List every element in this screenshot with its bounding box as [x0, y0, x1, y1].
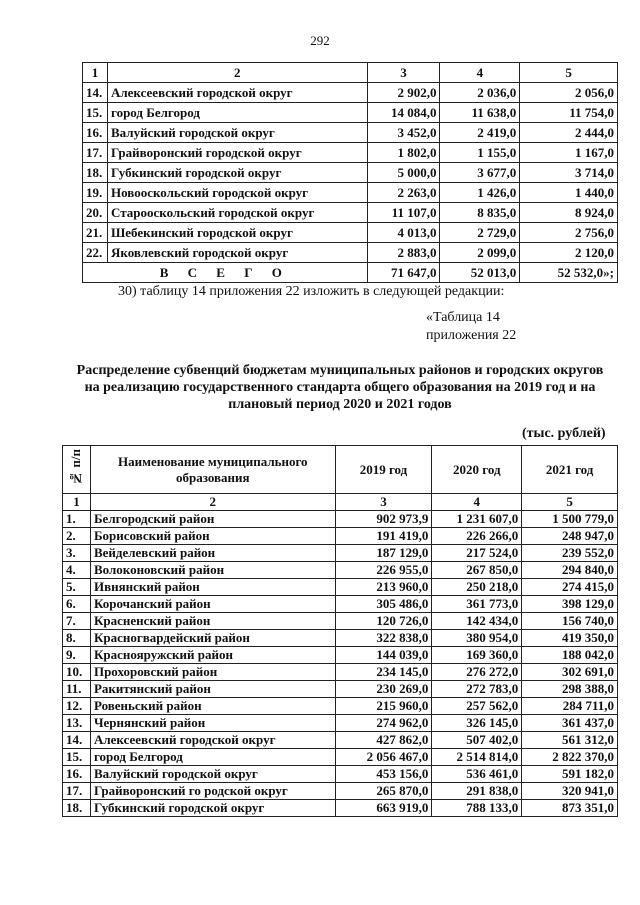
value-col5: 2 120,0 [520, 243, 618, 263]
table-row [63, 647, 618, 664]
value-col4: 1 426,0 [440, 183, 520, 203]
value-col5: 248 947,0 [522, 528, 618, 545]
row-number: 10. [63, 664, 91, 681]
value-col3: 427 862,0 [335, 732, 432, 749]
municipality-name: Вейделевский район [90, 545, 335, 562]
table-row [63, 579, 618, 596]
value-col3: 2 883,0 [367, 243, 440, 263]
value-col3: 5 000,0 [367, 163, 440, 183]
table-row [83, 103, 618, 123]
municipality-name: Грайворонский го родской округ [90, 783, 335, 800]
value-col5: 188 042,0 [522, 647, 618, 664]
row-number: 12. [63, 698, 91, 715]
value-col5: 274 415,0 [522, 579, 618, 596]
municipality-name: Чернянский район [90, 715, 335, 732]
value-col3: 322 838,0 [335, 630, 432, 647]
value-col5: 2 756,0 [520, 223, 618, 243]
table-row [63, 766, 618, 783]
municipality-name: Красногвардейский район [90, 630, 335, 647]
table-row [83, 83, 618, 103]
value-col5: 361 437,0 [522, 715, 618, 732]
value-col3: 215 960,0 [335, 698, 432, 715]
row-number: 14. [63, 732, 91, 749]
row-number: 20. [83, 203, 108, 223]
table-row [63, 630, 618, 647]
col-number: 1 [63, 494, 91, 511]
value-col5: 302 691,0 [522, 664, 618, 681]
row-number: 5. [63, 579, 91, 596]
total-value: 52 532,0»; [520, 263, 618, 283]
table-row [83, 123, 618, 143]
value-col3: 120 726,0 [335, 613, 432, 630]
table-ref: «Таблица 14 [426, 310, 500, 325]
row-number: 18. [83, 163, 108, 183]
value-col3: 3 452,0 [367, 123, 440, 143]
value-col5: 2 056,0 [520, 83, 618, 103]
municipality-name: Валуйский городской округ [90, 766, 335, 783]
table-row [63, 783, 618, 800]
municipality-name: город Белгород [90, 749, 335, 766]
value-col4: 2 514 814,0 [432, 749, 522, 766]
value-col5: 294 840,0 [522, 562, 618, 579]
table-row [83, 163, 618, 183]
table-row [63, 562, 618, 579]
value-col4: 169 360,0 [432, 647, 522, 664]
value-col3: 11 107,0 [367, 203, 440, 223]
municipality-name: Прохоровский район [90, 664, 335, 681]
header-2020: 2020 год [432, 446, 522, 494]
municipality-name: Краснояружский район [90, 647, 335, 664]
row-number: 21. [83, 223, 108, 243]
row-number: 16. [63, 766, 91, 783]
value-col3: 902 973,9 [335, 511, 432, 528]
row-number: 7. [63, 613, 91, 630]
row-number: 17. [83, 143, 108, 163]
value-col4: 257 562,0 [432, 698, 522, 715]
value-col3: 191 419,0 [335, 528, 432, 545]
value-col3: 2 902,0 [367, 83, 440, 103]
value-col4: 361 773,0 [432, 596, 522, 613]
value-col4: 272 783,0 [432, 681, 522, 698]
value-col5: 561 312,0 [522, 732, 618, 749]
header-num: № п/п [63, 446, 91, 494]
table-row [63, 511, 618, 528]
col-number: 1 [83, 63, 108, 83]
total-value: 71 647,0 [367, 263, 440, 283]
units-label: (тыс. рублей) [522, 426, 606, 441]
value-col4: 267 850,0 [432, 562, 522, 579]
municipality-name: Шебекинский городской округ [107, 223, 367, 243]
total-value: 52 013,0 [440, 263, 520, 283]
col-number: 5 [520, 63, 618, 83]
municipality-name: Грайворонский городской округ [107, 143, 367, 163]
value-col3: 265 870,0 [335, 783, 432, 800]
value-col5: 3 714,0 [520, 163, 618, 183]
value-col3: 213 960,0 [335, 579, 432, 596]
value-col4: 2 729,0 [440, 223, 520, 243]
row-number: 3. [63, 545, 91, 562]
table-row [63, 681, 618, 698]
col-number: 5 [522, 494, 618, 511]
col-number: 4 [440, 63, 520, 83]
row-number: 6. [63, 596, 91, 613]
column-number-row [83, 63, 618, 83]
value-col5: 8 924,0 [520, 203, 618, 223]
table-row [63, 664, 618, 681]
value-col5: 320 941,0 [522, 783, 618, 800]
appendix-ref: приложения 22 [426, 328, 517, 343]
municipality-name: Губкинский городской округ [90, 800, 335, 817]
value-col4: 2 099,0 [440, 243, 520, 263]
value-col5: 284 711,0 [522, 698, 618, 715]
value-col5: 2 444,0 [520, 123, 618, 143]
municipality-name: Новооскольский городской округ [107, 183, 367, 203]
table-row [83, 243, 618, 263]
value-col4: 226 266,0 [432, 528, 522, 545]
row-number: 19. [83, 183, 108, 203]
value-col4: 3 677,0 [440, 163, 520, 183]
municipality-name: Губкинский городской округ [107, 163, 367, 183]
municipality-name: Волоконовский район [90, 562, 335, 579]
municipality-name: Белгородский район [90, 511, 335, 528]
value-col3: 305 486,0 [335, 596, 432, 613]
value-col3: 226 955,0 [335, 562, 432, 579]
value-col5: 419 350,0 [522, 630, 618, 647]
value-col5: 298 388,0 [522, 681, 618, 698]
municipality-name: Яковлевский городской округ [107, 243, 367, 263]
municipality-name: Ивнянский район [90, 579, 335, 596]
value-col4: 1 155,0 [440, 143, 520, 163]
row-number: 8. [63, 630, 91, 647]
col-number: 2 [107, 63, 367, 83]
value-col3: 274 962,0 [335, 715, 432, 732]
municipality-name: Алексеевский городской округ [107, 83, 367, 103]
col-number: 4 [432, 494, 522, 511]
table-row [63, 613, 618, 630]
value-col4: 276 272,0 [432, 664, 522, 681]
value-col5: 1 440,0 [520, 183, 618, 203]
value-col5: 1 500 779,0 [522, 511, 618, 528]
value-col5: 398 129,0 [522, 596, 618, 613]
value-col5: 239 552,0 [522, 545, 618, 562]
value-col4: 326 145,0 [432, 715, 522, 732]
row-number: 2. [63, 528, 91, 545]
municipality-name: Борисовский район [90, 528, 335, 545]
value-col3: 187 129,0 [335, 545, 432, 562]
value-col4: 380 954,0 [432, 630, 522, 647]
row-number: 11. [63, 681, 91, 698]
value-col3: 663 919,0 [335, 800, 432, 817]
value-col3: 2 263,0 [367, 183, 440, 203]
row-number: 17. [63, 783, 91, 800]
header-2019: 2019 год [335, 446, 432, 494]
instruction-text: 30) таблицу 14 приложения 22 изложить в следующей редакции: [118, 284, 505, 299]
row-number: 15. [63, 749, 91, 766]
value-col3: 1 802,0 [367, 143, 440, 163]
table-row [63, 528, 618, 545]
value-col4: 1 231 607,0 [432, 511, 522, 528]
municipality-name: город Белгород [107, 103, 367, 123]
row-number: 18. [63, 800, 91, 817]
header-row [63, 446, 618, 494]
col-number: 3 [335, 494, 432, 511]
table-row [63, 596, 618, 613]
value-col4: 250 218,0 [432, 579, 522, 596]
value-col4: 8 835,0 [440, 203, 520, 223]
col-number: 3 [367, 63, 440, 83]
table-row [63, 800, 618, 817]
header-name: Наименование муниципального образования [90, 446, 335, 494]
table-row [83, 183, 618, 203]
value-col3: 4 013,0 [367, 223, 440, 243]
value-col5: 11 754,0 [520, 103, 618, 123]
row-number: 16. [83, 123, 108, 143]
municipality-name: Ракитянский район [90, 681, 335, 698]
row-number: 9. [63, 647, 91, 664]
value-col5: 873 351,0 [522, 800, 618, 817]
table-row [83, 143, 618, 163]
value-col4: 536 461,0 [432, 766, 522, 783]
column-number-row [63, 494, 618, 511]
table-row [63, 698, 618, 715]
row-number: 22. [83, 243, 108, 263]
municipality-name: Валуйский городской округ [107, 123, 367, 143]
row-number: 15. [83, 103, 108, 123]
municipality-name: Корочанский район [90, 596, 335, 613]
value-col4: 11 638,0 [440, 103, 520, 123]
value-col4: 2 419,0 [440, 123, 520, 143]
value-col3: 14 084,0 [367, 103, 440, 123]
table-row [63, 732, 618, 749]
municipality-name: Красненский район [90, 613, 335, 630]
total-label: В С Е Г О [83, 263, 368, 283]
total-row [83, 263, 618, 283]
value-col5: 2 822 370,0 [522, 749, 618, 766]
value-col4: 291 838,0 [432, 783, 522, 800]
value-col3: 230 269,0 [335, 681, 432, 698]
value-col4: 507 402,0 [432, 732, 522, 749]
row-number: 1. [63, 511, 91, 528]
row-number: 14. [83, 83, 108, 103]
municipality-name: Ровеньский район [90, 698, 335, 715]
value-col3: 144 039,0 [335, 647, 432, 664]
row-number: 4. [63, 562, 91, 579]
value-col3: 453 156,0 [335, 766, 432, 783]
table-row [83, 203, 618, 223]
value-col3: 2 056 467,0 [335, 749, 432, 766]
table-row [63, 545, 618, 562]
municipality-name: Алексеевский городской округ [90, 732, 335, 749]
table-row [63, 749, 618, 766]
table-continuation [82, 62, 618, 283]
table-row [63, 715, 618, 732]
subsidy-table [62, 445, 618, 817]
value-col4: 142 434,0 [432, 613, 522, 630]
row-number: 13. [63, 715, 91, 732]
value-col4: 217 524,0 [432, 545, 522, 562]
value-col5: 156 740,0 [522, 613, 618, 630]
value-col5: 591 182,0 [522, 766, 618, 783]
value-col4: 2 036,0 [440, 83, 520, 103]
value-col3: 234 145,0 [335, 664, 432, 681]
value-col5: 1 167,0 [520, 143, 618, 163]
header-2021: 2021 год [522, 446, 618, 494]
document-title: Распределение субвенций бюджетам муниципальных районов и городских округов на реализацию государственного стандарта общего образования на 2019 год и на плановый период 2020 и 2021 годов [76, 363, 604, 412]
col-number: 2 [90, 494, 335, 511]
page-number: 292 [310, 33, 330, 48]
table-row [83, 223, 618, 243]
municipality-name: Старооскольский городской округ [107, 203, 367, 223]
value-col4: 788 133,0 [432, 800, 522, 817]
